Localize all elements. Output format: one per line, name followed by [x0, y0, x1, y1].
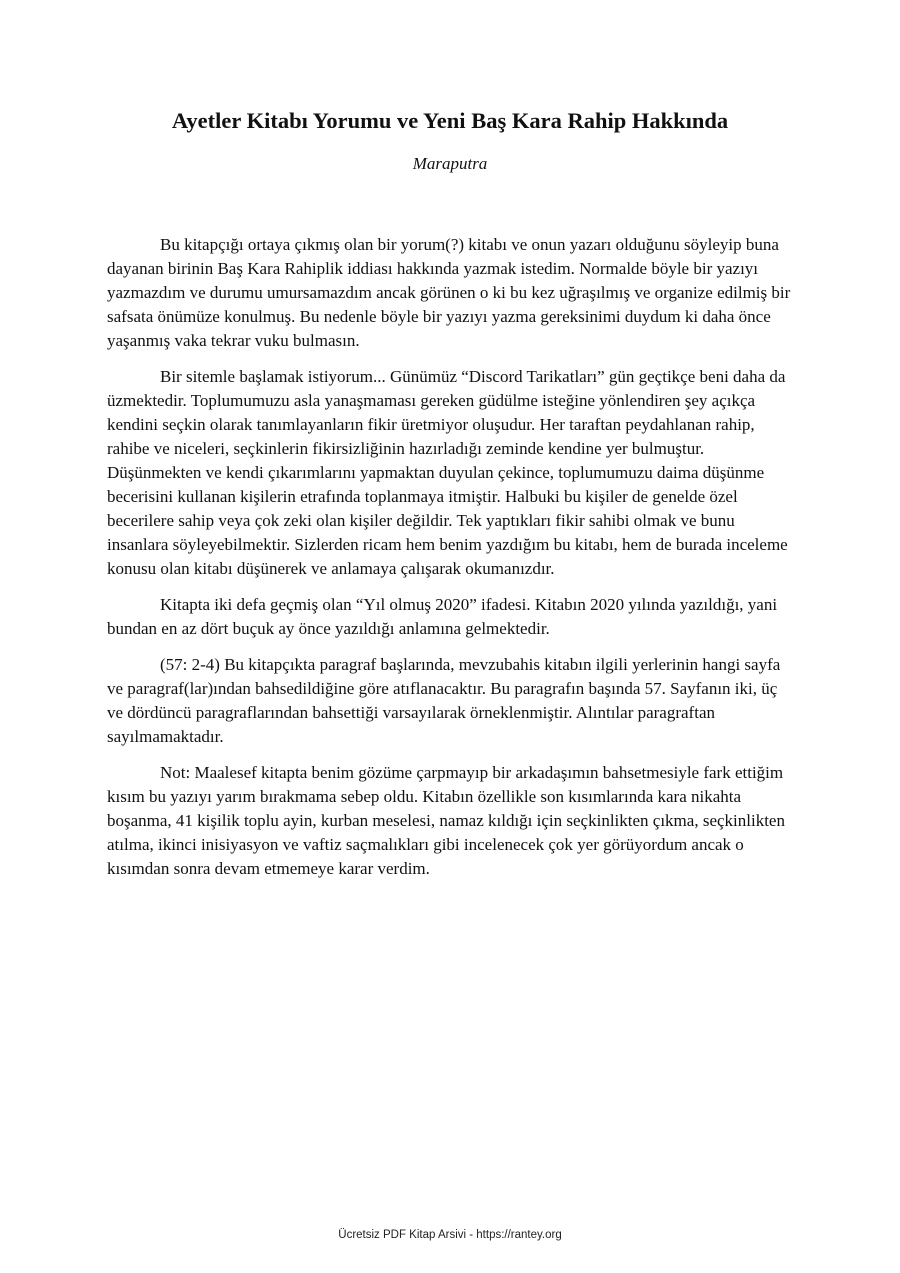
paragraph-2: Bir sitemle başlamak istiyorum... Günümüz “Discord Tarikatları” gün geçtikçe beni daha da üzmektedir. Toplumumuzu asla yanaşmaması gereken güdülme isteğine yönlendiren şey açıkça kendini seçkin olarak tanımlayanların fikir üretmiyor oluşudur. Her taraftan peydahlanan rahip, rahibe ve niceleri, seçkinlerin fikirsizliğinin hazırladığı zeminde kendine yer bulmuştur. Düşünmekten ve kendi çıkarımlarını yapmaktan duyulan çekince, toplumumuzu daima düşünme becerisini kullanan kişilerin etrafında toplanmaya itmiştir. Halbuki bu kişiler de genelde özel becerilere sahip veya çok zeki olan kişiler değildir. Tek yaptıkları fikir sahibi olmak ve bunu insanlara söyleyebilmektir. Sizlerden ricam hem benim yazdığım bu kitabı, hem de burada inceleme konusu olan kitabı düşünerek ve anlamaya çalışarak okumanızdır.	[107, 367, 788, 578]
paragraph-4: (57: 2-4) Bu kitapçıkta paragraf başlarında, mevzubahis kitabın ilgili yerlerinin hangi sayfa ve paragraf(lar)ından bahsedildiğine göre atıflanacaktır. Bu paragrafın başında 57. Sayfanın iki, üç ve dördüncü paragraflarından bahsettiği varsayılarak örneklenmiştir. Alıntılar paragraftan sayılmamaktadır.	[107, 655, 781, 746]
paragraph-1: Bu kitapçığı ortaya çıkmış olan bir yorum(?) kitabı ve onun yazarı olduğunu söyleyip buna dayanan birinin Baş Kara Rahiplik iddiası hakkında yazmak istedim. Normalde böyle bir yazıyı yazmazdım ve durumu umursamazdım ancak görünen o ki bu kez uğraşılmış ve organize edilmiş bir safsata önümüze konulmuş. Bu nedenle böyle bir yazıyı yazma gereksinimi duydum ki daha önce yaşanmış vaka tekrar vuku bulmasın.	[107, 235, 791, 350]
document-title: Ayetler Kitabı Yorumu ve Yeni Baş Kara Rahip Hakkında	[171, 108, 729, 133]
document-body	[107, 233, 797, 893]
page-footer: Ücretsiz PDF Kitap Arsivi - https://rantey.org	[338, 1229, 562, 1241]
author-name: Maraputra	[412, 154, 488, 173]
paragraph-5: Not: Maalesef kitapta benim gözüme çarpmayıp bir arkadaşımın bahsetmesiyle fark ettiğim kısım bu yazıyı yarım bırakmama sebep oldu. Kitabın özellikle son kısımlarında kara nikahta boşanma, 41 kişilik toplu ayin, kurban meselesi, namaz kıldığı için seçkinlikten çıkma, seçkinlikten atılma, ikinci inisiyasyon ve vaftiz saçmalıkları gibi incelenecek çok yer görüyordum ancak o kısımdan sonra devam etmemeye karar verdim.	[107, 763, 785, 878]
paragraph-3: Kitapta iki defa geçmiş olan “Yıl olmuş 2020” ifadesi. Kitabın 2020 yılında yazıldığı, yani bundan en az dört buçuk ay önce yazıldığı anlamına gelmektedir.	[107, 595, 778, 638]
